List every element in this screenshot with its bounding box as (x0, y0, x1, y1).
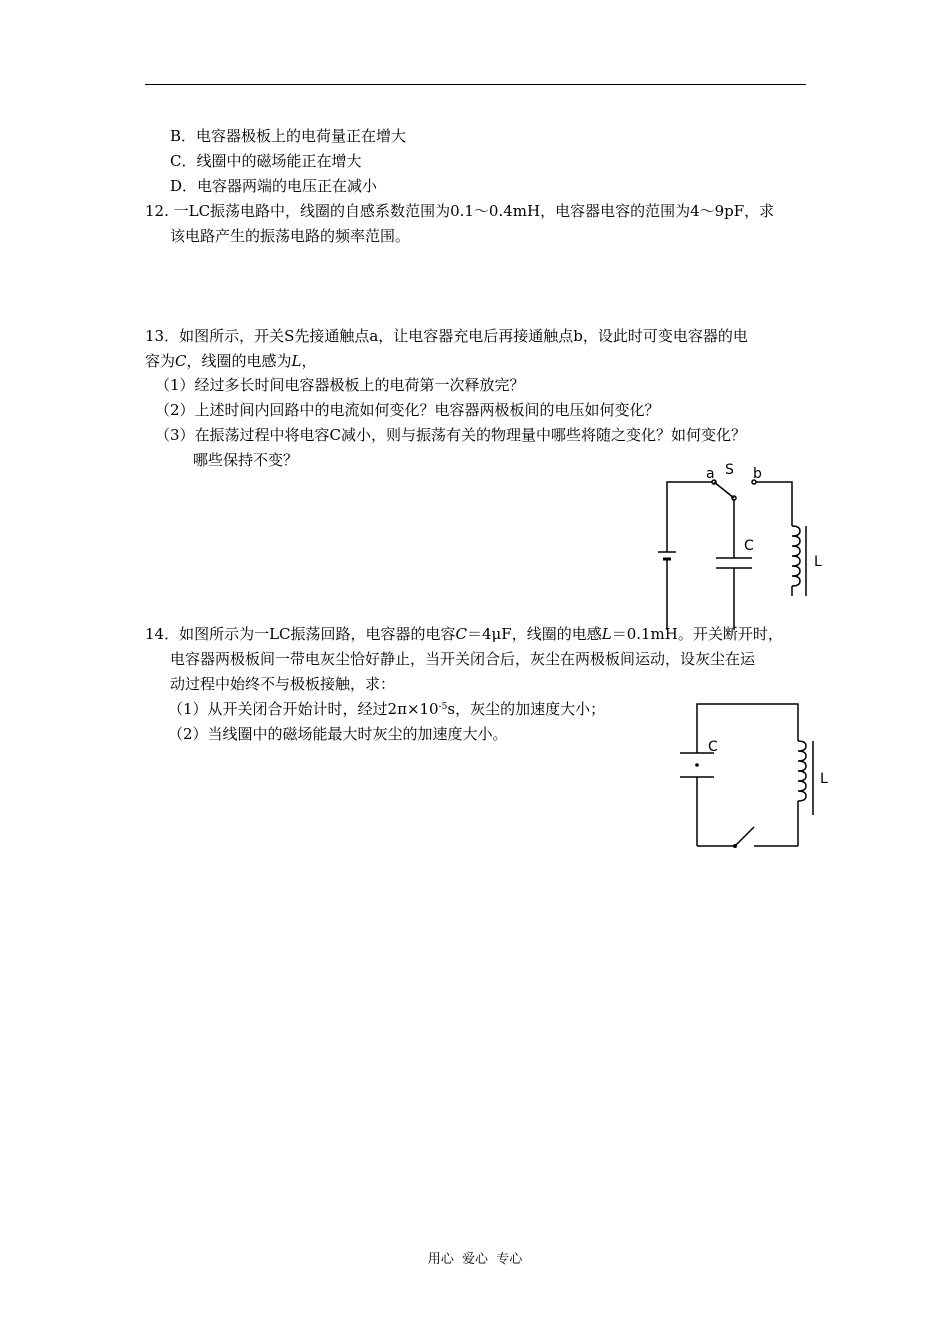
q14-circuit-diagram (670, 695, 830, 855)
header-rule (145, 84, 806, 85)
q14-line2: 电容器两极板间一带电灰尘恰好静止，当开关闭合后，灰尘在两极板间运动，设灰尘在运 (170, 650, 756, 668)
q12-line2: 该电路产生的振荡电路的频率范围。 (170, 227, 411, 245)
q13-label-a: a (706, 466, 715, 482)
q12-line1: 12. 一LC振荡电路中，线圈的自感系数范围为0.1～0.4mH，电容器电容的范围为4～9pF，求 (145, 202, 775, 220)
q14-sub1: （1）从开关闭合开始计时，经过$2\pi\times 10^{-5}s$，灰尘的加速度大小； (168, 700, 606, 718)
q13-line2: 容为C，线圈的电感为L， (145, 352, 317, 370)
q11-option-d: D．电容器两端的电压正在减小 (170, 177, 378, 195)
page-footer: 用心 爱心 专心 (427, 1252, 523, 1267)
q14-line1: 14．如图所示为一LC振荡回路，电容器的电容C＝4μF，线圈的电感L＝0.1mH。开关断开时， (145, 625, 783, 643)
q13-sub1: （1）经过多长时间电容器极板上的电荷第一次释放完？ (155, 376, 525, 394)
q14-label-l: L (820, 771, 828, 787)
q13-sub3a: （3）在振荡过程中将电容C减小，则与振荡有关的物理量中哪些将随之变化？如何变化？ (155, 426, 747, 444)
q13-sub3b: 哪些保持不变？ (193, 451, 299, 469)
q13-label-s: S (725, 462, 734, 478)
q13-label-l: L (814, 554, 822, 570)
q11-option-b: B．电容器极板上的电荷量正在增大 (170, 127, 407, 145)
q13-sub2: （2）上述时间内回路中的电流如何变化？电容器两极板间的电压如何变化？ (155, 401, 660, 419)
q14-sub2: （2）当线圈中的磁场能最大时灰尘的加速度大小。 (168, 725, 508, 743)
q13-label-b: b (753, 466, 762, 482)
q13-line1: 13．如图所示，开关S先接通触点a，让电容器充电后再接通触点b，设此时可变电容器的电 (145, 327, 748, 345)
q14-label-c: C (708, 739, 718, 755)
q13-label-c: C (744, 538, 754, 554)
q11-option-c: C．线圈中的磁场能正在增大 (170, 152, 362, 170)
q14-line3: 动过程中始终不与极板接触，求： (170, 675, 396, 693)
q13-circuit-diagram (650, 460, 850, 640)
